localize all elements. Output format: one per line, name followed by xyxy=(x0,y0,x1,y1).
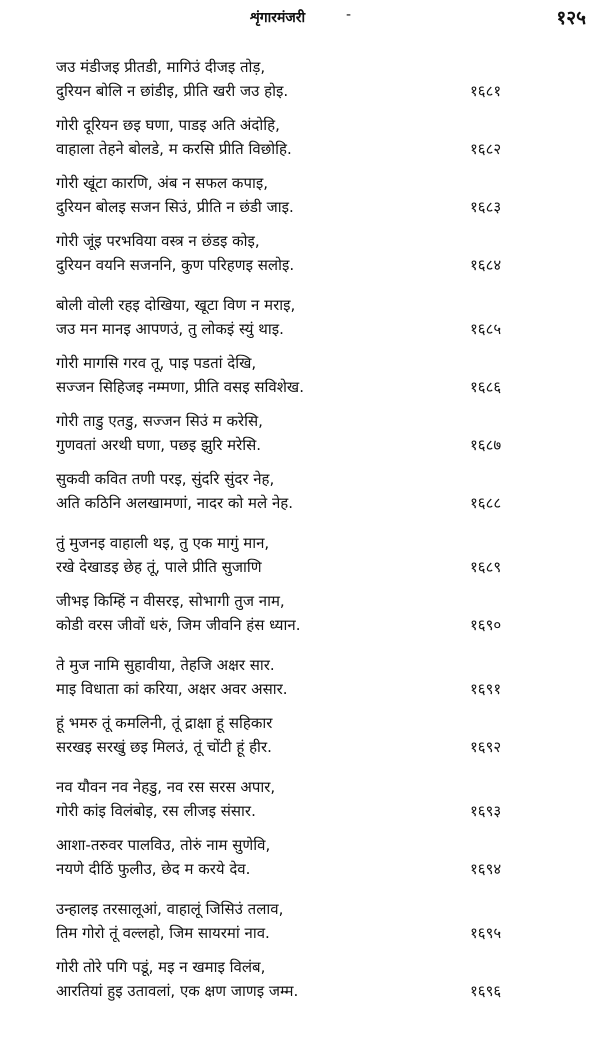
verse-number: १६८५ xyxy=(470,320,502,338)
verse-line-1: जउ मंडीजइ प्रीतडी, मागिउं दीजइ तोड़, xyxy=(56,58,266,76)
verse-line-2: दुरियन वयनि सजननि, कुण परिहणइ सलोइ. xyxy=(56,256,295,274)
verse-number: १६८३ xyxy=(470,198,502,216)
verse-line-2: रखे देखाडइ छेह तूं, पाले प्रीति सुजाणि xyxy=(56,558,262,576)
verse-line-1: गोरी खूंटा कारणि, अंब न सफल कपाइ, xyxy=(56,174,268,192)
verse-line-2: जउ मन मानइ आपणउं, तु लोकइं स्युं थाइ. xyxy=(56,320,284,338)
verse-number: १६९१ xyxy=(470,680,502,698)
verse-line-1: जीभइ किम्हिं न वीसरइ, सोभागी तुज नाम, xyxy=(56,592,285,610)
verse-list xyxy=(0,56,600,1014)
verse-line-2: सज्जन सिहिजइ नम्मणा, प्रीति वसइ सविशेख. xyxy=(56,378,304,396)
verse-number: १६९५ xyxy=(470,924,502,942)
verse-1681 xyxy=(0,56,600,114)
verse-line-1: गोरी जूंइ परभविया वस्त्र न छंडइ कोइ, xyxy=(56,232,260,250)
verse-number: १६८७ xyxy=(470,436,502,454)
verse-line-1: ते मुज नामि सुहावीया, तेहजि अक्षर सार. xyxy=(56,656,275,674)
running-title: शृंगारमंजरी xyxy=(250,10,306,26)
verse-1690 xyxy=(0,590,600,648)
verse-number: १६९२ xyxy=(470,738,502,756)
verse-line-2: कोडी वरस जीवों धरुं, जिम जीवनि हंस ध्यान. xyxy=(56,616,301,634)
verse-1691 xyxy=(0,654,600,712)
verse-1694 xyxy=(0,834,600,892)
verse-number: १६९६ xyxy=(470,982,502,1000)
verse-line-2: गुणवतां अरथी घणा, पछइ झुरि मरेसि. xyxy=(56,436,261,454)
verse-line-1: सुकवी कवित तणी परइ, सुंदरि सुंदर नेह, xyxy=(56,470,275,488)
verse-line-1: गोरी ताडु एतडु, सज्जन सिउं म करेसि, xyxy=(56,412,263,430)
verse-number: १६९४ xyxy=(470,860,502,878)
verse-number: १६९० xyxy=(470,616,502,634)
header-dash: - xyxy=(346,7,352,23)
verse-line-2: दुरियन बोलइ सजन सिउं, प्रीति न छंडी जाइ. xyxy=(56,198,294,216)
verse-line-2: माइ विधाता कां करिया, अक्षर अवर असार. xyxy=(56,680,288,698)
verse-number: १६८८ xyxy=(470,494,502,512)
verse-line-2: सरखइ सरखुं छइ मिलउं, तूं चोंटी हूं हीर. xyxy=(56,738,272,756)
verse-line-1: बोली वोली रहइ दोखिया, खूटा विण न मराइ, xyxy=(56,296,296,314)
page-header xyxy=(0,4,600,34)
verse-line-2: तिम गोरो तूं वल्लहो, जिम सायरमां नाव. xyxy=(56,924,270,942)
verse-1695 xyxy=(0,898,600,956)
verse-line-2: वाहाला तेहने बोलडे, म करसि प्रीति विछोहि. xyxy=(56,140,292,158)
verse-line-1: तुं मुजनइ वाहाली थइ, तु एक मागुं मान, xyxy=(56,534,270,552)
verse-number: १६८२ xyxy=(470,140,502,158)
verse-line-2: दुरियन बोलि न छांडीइ, प्रीति खरी जउ होइ. xyxy=(56,82,289,100)
verse-1696 xyxy=(0,956,600,1014)
verse-line-1: हूं भमरु तूं कमलिनी, तूं द्राक्षा हूं सहिकार xyxy=(56,714,273,732)
verse-line-1: नव यौवन नव नेहडु, नव रस सरस अपार, xyxy=(56,778,276,796)
verse-number: १६८६ xyxy=(470,378,502,396)
verse-number: १६८४ xyxy=(470,256,502,274)
verse-line-1: आशा-तरुवर पालविउ, तोरुं नाम सुणेवि, xyxy=(56,836,271,854)
verse-line-1: गोरी तोरे पगि पडूं, मइ न खमाइ विलंब, xyxy=(56,958,266,976)
verse-line-2: अति कठिनि अलखामणां, नादर को मले नेह. xyxy=(56,494,294,512)
verse-1693 xyxy=(0,776,600,834)
verse-1692 xyxy=(0,712,600,770)
verse-line-2: नयणे दीठिं फुलीउ, छेद म करये देव. xyxy=(56,860,251,878)
verse-1688 xyxy=(0,468,600,526)
verse-1684 xyxy=(0,230,600,288)
page-number: १२५ xyxy=(556,7,586,29)
verse-1685 xyxy=(0,294,600,352)
verse-line-2: आरतियां हुइ उतावलां, एक क्षण जाणइ जम्म. xyxy=(56,982,299,1000)
verse-line-1: उन्हालइ तरसालूआं, वाहालूं जिसिउं तलाव, xyxy=(56,900,284,918)
verse-line-2: गोरी कांइ विलंबोइ, रस लीजइ संसार. xyxy=(56,802,256,820)
verse-1689 xyxy=(0,532,600,590)
verse-line-1: गोरी मागसि गरव तू, पाइ पडतां देखि, xyxy=(56,354,257,372)
verse-number: १६९३ xyxy=(470,802,502,820)
verse-1682 xyxy=(0,114,600,172)
verse-1687 xyxy=(0,410,600,468)
verse-line-1: गोरी दूरियन छइ घणा, पाडइ अति अंदोहि, xyxy=(56,116,280,134)
verse-number: १६८१ xyxy=(470,82,502,100)
verse-number: १६८९ xyxy=(470,558,502,576)
verse-1686 xyxy=(0,352,600,410)
verse-1683 xyxy=(0,172,600,230)
